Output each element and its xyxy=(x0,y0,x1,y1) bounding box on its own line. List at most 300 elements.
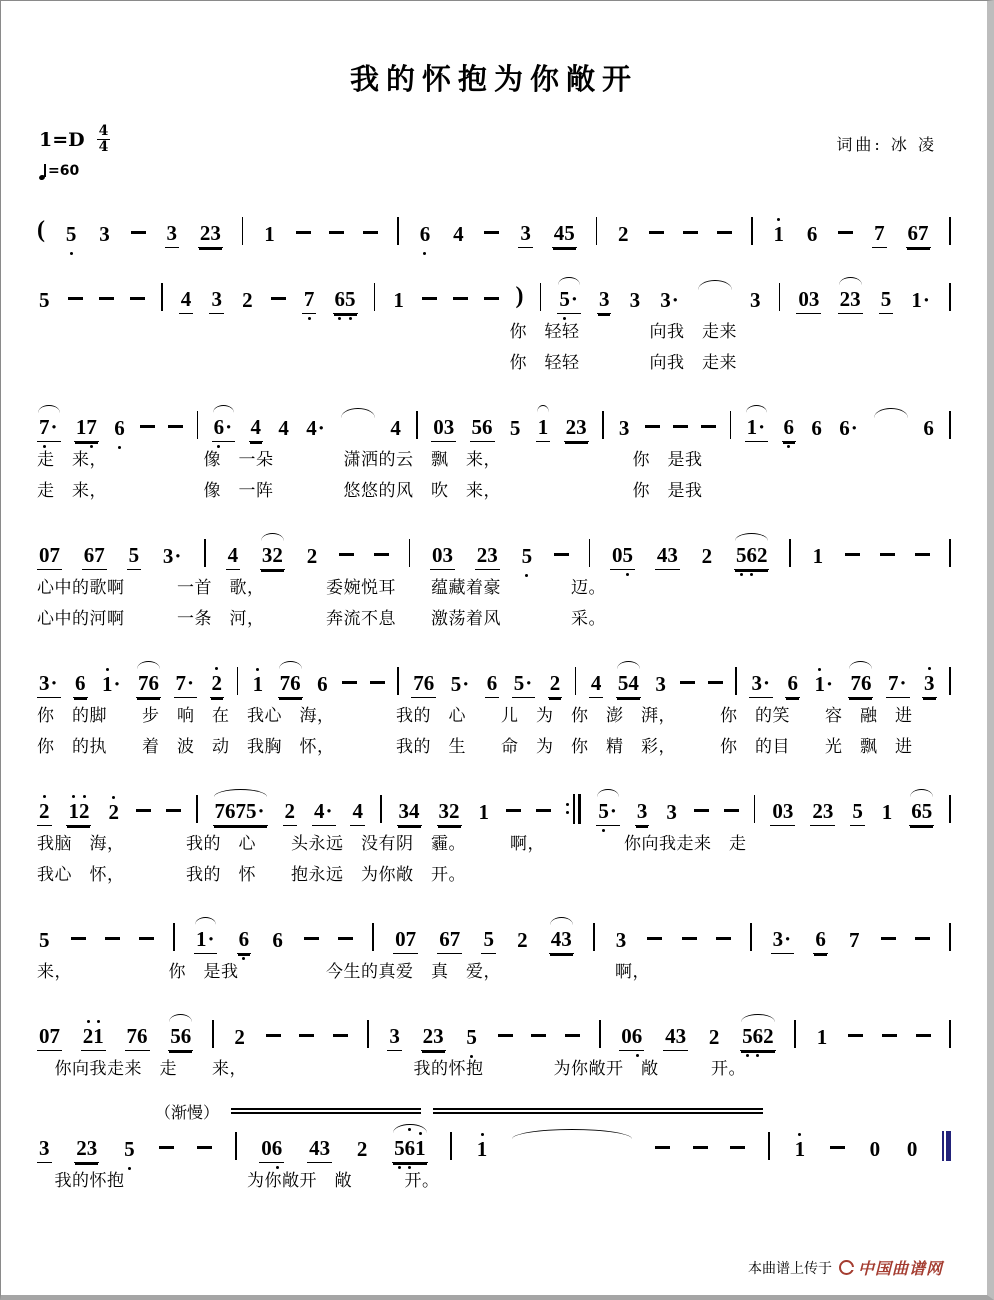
note-token: 3 xyxy=(387,1024,402,1051)
lyric-row-verse-1: 我脑 海， 我的 心 头永远 没有阴 霾。 啊， 你向我走来 走 xyxy=(37,833,747,854)
ritardando-label: （渐慢） xyxy=(155,1102,220,1122)
duration-dash xyxy=(498,1034,513,1037)
note-token: 34 xyxy=(397,799,422,826)
duration-dash xyxy=(484,297,499,300)
barline xyxy=(730,411,732,439)
lyric-row-verse-2: 我心 怀， 我的 怀 抱永远 为你敞 开。 xyxy=(37,864,466,885)
barline xyxy=(204,539,206,567)
note-token: 6 xyxy=(806,221,818,246)
note-token: 5· xyxy=(450,671,470,696)
note-token: 5 xyxy=(65,221,77,246)
note-token: 1 xyxy=(816,1024,828,1049)
score-meta xyxy=(37,124,951,180)
barline xyxy=(779,283,781,311)
note-token: 1 xyxy=(812,543,824,568)
duration-dash xyxy=(506,809,521,812)
augmentation-dot: · xyxy=(825,671,833,696)
note-token: 65 xyxy=(333,287,358,314)
augmentation-dot: · xyxy=(671,287,679,312)
augmentation-dot: · xyxy=(570,286,578,311)
note-token: 4 xyxy=(453,221,464,246)
note-token: 6 xyxy=(782,415,797,442)
note-token: 3 xyxy=(615,927,627,952)
duration-dash xyxy=(374,553,389,556)
duration-dash xyxy=(881,937,896,940)
note-token: 32 xyxy=(260,543,285,570)
composer-credit: 词曲: 冰 凌 xyxy=(836,135,937,154)
note-token: 2 xyxy=(234,1024,245,1049)
barline xyxy=(173,923,175,951)
note-token: 23 xyxy=(198,221,223,248)
barline xyxy=(949,795,951,823)
note-token: 5 xyxy=(466,1024,477,1049)
duration-dash xyxy=(166,809,181,812)
duration-dash xyxy=(484,231,499,234)
duration-dash xyxy=(304,937,319,940)
note-token: 56 xyxy=(470,415,495,442)
meter-bottom: 4 xyxy=(98,139,109,156)
note-token: 3· xyxy=(771,927,795,954)
barline xyxy=(235,1132,237,1160)
note-token: 6 xyxy=(811,415,822,440)
lyric-row-verse-1: 心中的歌啊 一首 歌， 委婉悦耳 蕴藏着豪 迈。 xyxy=(37,577,606,598)
note-token: 03 xyxy=(796,287,821,314)
note-token: 6 xyxy=(272,927,283,952)
intro-paren: ( xyxy=(37,217,45,244)
note-token: 6· xyxy=(839,415,858,440)
note-token: 07 xyxy=(393,927,418,954)
note-token: 2 xyxy=(37,799,52,826)
note-token: 3· xyxy=(162,543,182,568)
notation-row xyxy=(37,522,951,570)
note-token: 21 xyxy=(81,1024,106,1051)
barline xyxy=(397,217,399,245)
repeat-dots xyxy=(566,803,569,814)
tie-arc xyxy=(874,408,908,418)
barline xyxy=(589,539,591,567)
upload-text: 本曲谱上传于 xyxy=(747,1260,832,1277)
duration-dash xyxy=(838,231,853,234)
note-token: 5 xyxy=(39,287,50,312)
note-token: 7· xyxy=(886,671,910,698)
barline xyxy=(751,217,753,245)
note-token: 3 xyxy=(655,671,666,696)
note-token: 76 xyxy=(125,1024,150,1051)
augmentation-dot: · xyxy=(762,670,770,695)
note-token: 05 xyxy=(610,543,635,570)
note-token: 6 xyxy=(73,671,88,698)
note-token: 2 xyxy=(242,287,253,312)
barline xyxy=(949,539,951,567)
notation-row xyxy=(37,266,951,314)
score-line-1 xyxy=(37,200,951,248)
duration-dash xyxy=(168,425,183,428)
note-token: 3 xyxy=(518,221,533,248)
augmentation-dot: · xyxy=(784,926,792,951)
barline xyxy=(750,923,752,951)
time-signature xyxy=(97,124,111,156)
note-token: 5· xyxy=(512,671,536,698)
key-signature-block xyxy=(39,124,110,180)
barline xyxy=(599,1020,601,1048)
note-token: 2 xyxy=(283,799,298,826)
duration-dash xyxy=(299,1034,314,1037)
note-token: 5 xyxy=(124,1136,135,1161)
duration-dash xyxy=(68,297,83,300)
barline xyxy=(242,217,244,245)
note-token: 4 xyxy=(589,671,604,698)
note-token: 3· xyxy=(37,671,61,698)
duration-dash xyxy=(131,231,146,234)
note-token: 76 xyxy=(278,671,303,698)
augmentation-dot: · xyxy=(50,414,58,439)
augmentation-dot: · xyxy=(50,670,58,695)
lyric-row-verse-1: 你 的脚 步 响 在 我心 海， 我的 心 儿 为 你 澎 湃， 你 的笑 容 融 进 xyxy=(37,705,913,726)
augmentation-dot: · xyxy=(187,670,195,695)
disc-logo-icon xyxy=(839,1260,854,1275)
duration-dash xyxy=(848,1034,863,1037)
score-line-9 xyxy=(37,1100,951,1194)
site-brand xyxy=(839,1256,943,1279)
note-token: 45 xyxy=(552,221,577,248)
barline xyxy=(593,923,595,951)
duration-dash xyxy=(271,297,286,300)
site-name: 中国曲谱网 xyxy=(857,1259,943,1278)
duration-dash xyxy=(730,1146,745,1149)
note-token: 5 xyxy=(127,543,142,570)
note-token: 1 xyxy=(393,287,404,312)
barline xyxy=(794,1020,796,1048)
score-line-6 xyxy=(37,778,951,888)
duration-dash xyxy=(680,681,695,684)
note-token: 23 xyxy=(475,543,500,570)
note-token: 4 xyxy=(249,415,264,442)
note-token: 03 xyxy=(770,799,795,826)
note-token: 43 xyxy=(655,543,680,570)
barline xyxy=(949,217,951,245)
duration-dash xyxy=(99,297,114,300)
barline xyxy=(161,283,163,311)
tie-arc xyxy=(698,280,732,290)
duration-dash xyxy=(159,1146,174,1149)
note-token: 1· xyxy=(814,671,833,696)
barline xyxy=(949,1020,951,1048)
note-token: 7 xyxy=(302,287,317,314)
final-barline xyxy=(942,1131,951,1161)
barline xyxy=(735,667,737,695)
meter-top: 4 xyxy=(98,123,109,139)
note-token: 4 xyxy=(179,287,194,314)
note-token: 3· xyxy=(660,287,679,312)
duration-dash xyxy=(645,425,660,428)
note-token: 17 xyxy=(74,415,99,442)
duration-dash xyxy=(554,553,569,556)
note-token: 4· xyxy=(306,415,325,440)
barline xyxy=(197,411,199,439)
barline xyxy=(397,667,399,695)
lyric-row-verse-1: 我的怀抱 为你敞开 敞 开。 xyxy=(37,1170,440,1191)
note-token: 07 xyxy=(37,1024,62,1051)
long-tie-arc xyxy=(512,1129,632,1139)
augmentation-dot: · xyxy=(922,287,930,312)
duration-dash xyxy=(694,809,709,812)
note-token: 3 xyxy=(635,799,650,826)
augmentation-dot: · xyxy=(609,798,617,823)
note-token: 1 xyxy=(794,1136,806,1161)
note-token: 32 xyxy=(437,799,462,826)
duration-dash xyxy=(916,1034,931,1037)
note-token: 3· xyxy=(749,671,773,698)
duration-dash xyxy=(683,231,698,234)
score-line-5 xyxy=(37,650,951,760)
note-token: 562 xyxy=(740,1024,776,1051)
duration-dash xyxy=(531,1034,546,1037)
barline xyxy=(789,539,791,567)
duration-dash xyxy=(296,231,311,234)
lyric-row-verse-2: 你 的执 着 波 动 我胸 怀， 我的 生 命 为 你 精 彩， 你 的目 光 飘 进 xyxy=(37,736,913,757)
repeat-barline xyxy=(566,794,581,824)
note-token: 5 xyxy=(509,415,521,440)
duration-dash xyxy=(845,553,860,556)
augmentation-dot: · xyxy=(225,414,233,439)
barline xyxy=(380,795,382,823)
note-token: 0 xyxy=(906,1136,918,1161)
tempo-value: =60 xyxy=(48,163,80,180)
augmentation-dot: · xyxy=(257,798,265,823)
barline xyxy=(237,667,239,695)
barline xyxy=(409,539,411,567)
barline xyxy=(540,283,542,311)
note-token: 76 xyxy=(411,671,436,698)
score-line-2 xyxy=(37,266,951,376)
barline xyxy=(768,1132,770,1160)
score-line-8 xyxy=(37,1003,951,1082)
note-token: 7675· xyxy=(213,799,268,826)
note-token: 1 xyxy=(478,799,490,824)
duration-dash xyxy=(880,553,895,556)
barline xyxy=(949,411,951,439)
note-token: 5 xyxy=(521,543,533,568)
note-token: 4 xyxy=(350,799,365,826)
note-token: 03 xyxy=(430,543,455,570)
duration-dash xyxy=(693,1146,708,1149)
extension-line xyxy=(231,1108,421,1114)
note-token: 6 xyxy=(923,415,934,440)
note-token: 06 xyxy=(259,1136,284,1163)
notation-row xyxy=(37,394,951,442)
key-label: 1=D xyxy=(39,128,85,151)
duration-dash xyxy=(536,809,551,812)
note-token: 3 xyxy=(922,671,937,698)
note-token: 1 xyxy=(264,221,275,246)
note-token: 43 xyxy=(307,1136,332,1163)
lyric-row-verse-1: 你向我走来 走 来， 我的怀抱 为你敞开 敞 开。 xyxy=(37,1058,746,1079)
barline xyxy=(374,283,376,311)
note-token: 6 xyxy=(813,927,828,954)
duration-dash xyxy=(140,425,155,428)
barline xyxy=(575,667,577,695)
note-token: 1· xyxy=(194,927,218,954)
note-token: 7· xyxy=(174,671,198,698)
note-token: 76 xyxy=(136,671,161,698)
note-token: 3 xyxy=(666,799,677,824)
note-token: 3 xyxy=(629,287,641,312)
barline xyxy=(949,667,951,695)
note-token: 4 xyxy=(278,415,289,440)
lyric-row-verse-1: 来， 你 是我 今生的真爱 真 爱， 啊， xyxy=(37,961,650,982)
duration-dash xyxy=(724,809,739,812)
note-token: 1 xyxy=(536,415,551,442)
duration-dash xyxy=(136,809,151,812)
duration-dash xyxy=(647,937,662,940)
note-token: 1· xyxy=(745,415,769,442)
duration-dash xyxy=(422,297,437,300)
note-token: 6 xyxy=(237,927,252,954)
note-token: 2 xyxy=(548,671,563,698)
barline xyxy=(450,1132,452,1160)
intro-paren: ) xyxy=(515,283,524,310)
note-token: 67 xyxy=(82,543,107,570)
note-token: 23 xyxy=(838,287,863,314)
note-token: 3 xyxy=(618,415,630,440)
duration-dash xyxy=(915,553,930,556)
augmentation-dot: · xyxy=(525,670,533,695)
note-token: 561 xyxy=(392,1136,428,1163)
duration-dash xyxy=(197,1146,212,1149)
barline xyxy=(602,411,604,439)
barline xyxy=(196,795,198,823)
lyric-row-verse-2: 心中的河啊 一条 河， 奔流不息 激荡着风 采。 xyxy=(37,608,606,629)
augmentation-dot: · xyxy=(113,671,121,696)
duration-dash xyxy=(649,231,664,234)
score-line-3 xyxy=(37,394,951,504)
note-token: 6 xyxy=(317,671,328,696)
note-token: 1 xyxy=(476,1136,488,1161)
note-token: 76 xyxy=(848,671,873,698)
barline xyxy=(212,1020,214,1048)
notation-row xyxy=(37,200,951,248)
duration-dash xyxy=(339,553,354,556)
note-token: 2 xyxy=(108,799,119,824)
note-token: 2 xyxy=(517,927,528,952)
lyric-row-verse-2: 走 来， 像 一阵 悠悠的风 吹 来， 你 是我 xyxy=(37,480,703,501)
augmentation-dot: · xyxy=(899,670,907,695)
duration-dash xyxy=(266,1034,281,1037)
note-token: 3 xyxy=(165,221,180,248)
note-token: 1 xyxy=(773,221,784,246)
note-token: 4 xyxy=(390,415,401,440)
note-token: 2 xyxy=(306,543,318,568)
duration-dash xyxy=(453,297,468,300)
note-token: 23 xyxy=(810,799,835,826)
duration-dash xyxy=(130,297,145,300)
duration-dash xyxy=(342,681,357,684)
note-token: 43 xyxy=(663,1024,688,1051)
note-token: 7 xyxy=(849,927,860,952)
notation-row xyxy=(37,650,951,698)
note-token: 23 xyxy=(421,1024,446,1051)
note-token: 12 xyxy=(66,799,91,826)
note-token: 56 xyxy=(168,1024,193,1051)
score-line-7 xyxy=(37,906,951,985)
augmentation-dot: · xyxy=(850,415,858,440)
note-token: 54 xyxy=(616,671,641,698)
barline xyxy=(372,923,374,951)
duration-dash xyxy=(71,937,86,940)
lyric-row-verse-2: 你 轻轻 向我 走来 xyxy=(37,352,737,373)
note-token: 23 xyxy=(564,415,589,442)
note-token: 6 xyxy=(785,671,800,698)
note-token: 3 xyxy=(597,287,612,314)
note-token: 5 xyxy=(39,927,50,952)
note-token: 5 xyxy=(850,799,865,826)
duration-dash xyxy=(329,231,344,234)
augmentation-dot: · xyxy=(207,926,215,951)
duration-dash xyxy=(363,231,378,234)
note-token: 23 xyxy=(74,1136,99,1163)
duration-dash xyxy=(338,937,353,940)
note-token: 07 xyxy=(37,543,62,570)
note-token: 3 xyxy=(750,287,761,312)
tie-arc xyxy=(341,408,375,418)
note-token: 6 xyxy=(419,221,431,246)
duration-dash xyxy=(105,937,120,940)
barline xyxy=(416,411,418,439)
augmentation-dot: · xyxy=(174,543,182,568)
note-token: 3 xyxy=(209,287,224,314)
tempo-marking xyxy=(39,163,110,180)
notation-row xyxy=(37,906,951,954)
duration-dash xyxy=(708,681,723,684)
barline xyxy=(949,283,951,311)
note-token: 6 xyxy=(485,671,500,698)
duration-dash xyxy=(565,1034,580,1037)
note-token: 5 xyxy=(879,287,894,314)
duration-dash xyxy=(701,425,716,428)
note-token: 3 xyxy=(99,221,110,246)
note-token: 67 xyxy=(437,927,462,954)
note-token: 5· xyxy=(596,799,620,826)
note-token: 2 xyxy=(356,1136,368,1161)
lyric-row-verse-1: 走 来， 像 一朵 潇洒的云 飘 来， 你 是我 xyxy=(37,449,703,470)
note-token: 7· xyxy=(37,415,61,442)
note-token: 2 xyxy=(701,543,713,568)
duration-dash xyxy=(716,937,731,940)
notation-row xyxy=(37,778,951,826)
note-token: 06 xyxy=(619,1024,644,1051)
note-token: 1 xyxy=(881,799,893,824)
augmentation-dot: · xyxy=(325,798,333,823)
note-token: 4· xyxy=(312,799,336,826)
note-token: 0 xyxy=(869,1136,881,1161)
duration-dash xyxy=(333,1034,348,1037)
note-token: 2 xyxy=(708,1024,720,1049)
augmentation-dot: · xyxy=(317,415,325,440)
extension-line xyxy=(433,1108,763,1114)
note-token: 7 xyxy=(872,221,887,248)
note-token: 2 xyxy=(618,221,629,246)
note-token: 562 xyxy=(734,543,770,570)
song-title: 我的怀抱为你敞开 xyxy=(349,62,638,96)
note-token: 1· xyxy=(102,671,121,696)
duration-dash xyxy=(915,937,930,940)
barline xyxy=(754,795,756,823)
note-token: 6 xyxy=(114,415,125,440)
notation-row xyxy=(37,1003,951,1051)
duration-dash xyxy=(882,1034,897,1037)
duration-dash xyxy=(717,231,732,234)
note-token: 2 xyxy=(210,671,225,698)
